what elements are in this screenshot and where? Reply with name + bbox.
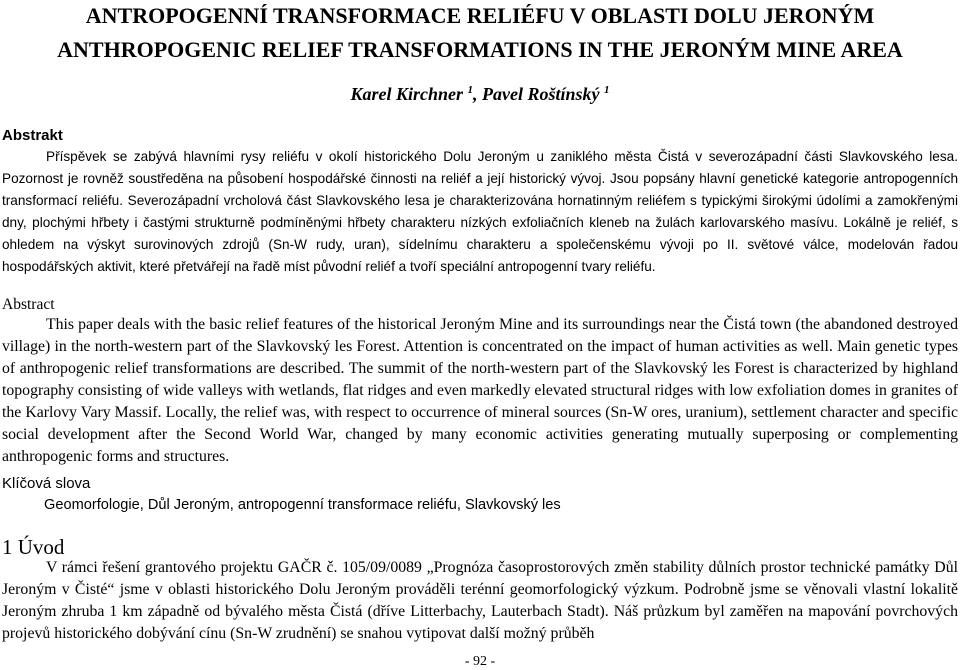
title-czech: ANTROPOGENNÍ TRANSFORMACE RELIÉFU V OBLASTI DOLU JERONÝM <box>85 3 875 28</box>
author-1-affiliation: 1 <box>467 84 474 96</box>
author-separator: , <box>473 84 483 104</box>
abstract-en-text: This paper deals with the basic relief features of the historical Jeroným Mine and its surroundings near the Čistá town (the abandoned destroyed village) in the north-western part of the Slavkovský les Forest. Attention is concentrated on the impact of human activities as well. Main genetic types of anthropogenic relief transformations are described. The summit of the north-western part of the Slavkovský les Forest is characterized by highland topography consisting of wide valleys with wetlands, flat ridges and even markedly elevated structural ridges with low exfoliation domes in granites of the Karlovy Vary Massif. Locally, the relief was, with respect to occurrence of mineral sources (Sn-W ores, uranium), settlement character and specific social development after the Second World War, changed by many economic activities generating mutually superposing or complementing anthropogenic forms and structures. <box>2 316 958 465</box>
authors-line <box>0 78 960 106</box>
abstract-cz-label: Abstrakt <box>2 127 63 144</box>
abstract-cz-text: Příspěvek se zabývá hlavními rysy reliéfu v okolí historického Dolu Jeroným u zaniklého města Čistá v severozápadní části Slavkovského lesa. Pozornost je rovněž soustředěna na působení hospodářské činnosti na reliéf a její historický vývoj. Jsou popsány hlavní genetické kategorie antropogenních transformací reliéfu. Severozápadní vrcholová část Slavkovského lesa je charakterizována hornatinným reliéfem s typickými širokými údolími a zamokřenými dny, plochými hřbety i častými strukturně podmíněnými hřbety charakteru nízkých exfoliačních kleneb na žulách karlovarského masívu. Lokálně je reliéf, s ohledem na výskyt surovinových zdrojů (Sn-W rudy, uran), sídelnímu charakteru a společenskému vývoji po II. světové válce, modelován řadou hospodářských aktivit, které přetvářejí na řadě míst původní reliéf a tvoří speciální antropogenní tvary reliéfu. <box>2 149 958 274</box>
abstract-en-label: Abstract <box>2 296 55 313</box>
page-number: - 92 - <box>464 654 496 669</box>
section-1-heading: 1 Úvod <box>2 535 65 559</box>
title-english: ANTHROPOGENIC RELIEF TRANSFORMATIONS IN THE JERONÝM MINE AREA <box>57 37 903 62</box>
author-1: Karel Kirchner <box>350 84 464 104</box>
author-2-affiliation: 1 <box>604 84 610 96</box>
author-2: Pavel Roštínský <box>482 84 600 104</box>
section-1-text: V rámci řešení grantového projektu GAČR č. 105/09/0089 „Prognóza časoprostorových změn stability důlních prostor technické památky Důl Jeroným v Čisté“ jsme v oblasti historického Dolu Jeroným prováděli terénní geomorfologický výzkum. Podrobně jsme se věnovali vlastní lokalitě Jeroným zhruba 1 km západně od bývalého města Čistá (dříve Litterbachy, Lauterbach Stadt). Náš průzkum byl zaměřen na mapování povrchových projevů historického dobývání cínu (Sn-W zrudnění) se snahou vytipovat další možný průběh <box>2 559 958 642</box>
keywords-label: Klíčová slova <box>2 475 91 492</box>
keywords-text: Geomorfologie, Důl Jeroným, antropogenní transformace reliéfu, Slavkovský les <box>44 497 561 513</box>
